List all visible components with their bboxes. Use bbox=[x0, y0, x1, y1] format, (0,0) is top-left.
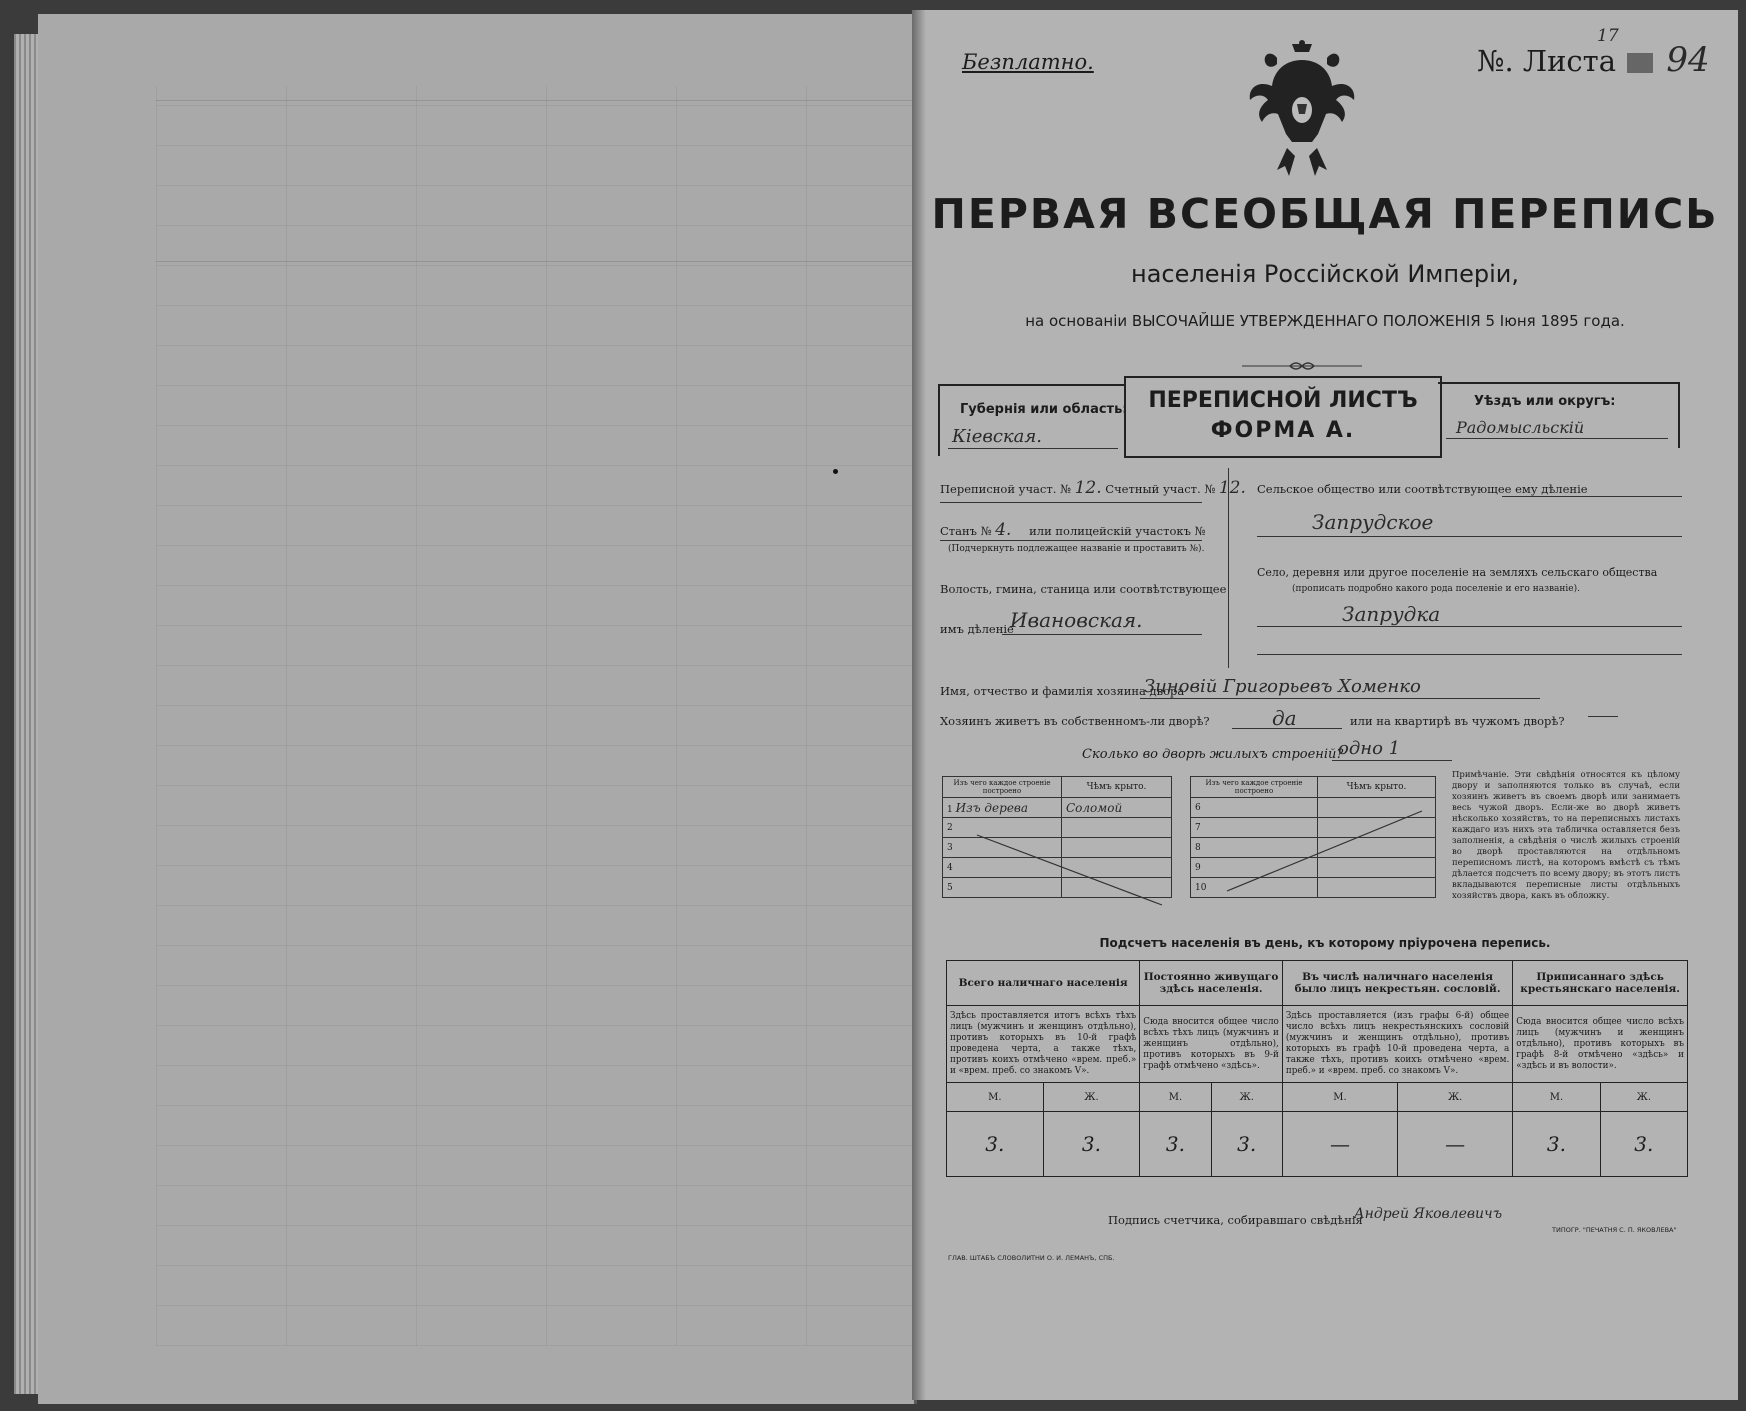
count-section-label: Счетный участ. № bbox=[1105, 482, 1216, 496]
col-permanent-header: Постоянно живущаго здѣсь населенія. bbox=[1140, 961, 1283, 1006]
col-permanent-desc: Сюда вносится общее число всѣхъ тѣхъ лицъ (мужчинъ и женщинъ отдѣльно), противъ которыхъ въ 9-й графѣ отмѣчено «здѣсь». bbox=[1140, 1006, 1283, 1083]
count-section-title: Подсчетъ населенія въ день, къ которому пріурочена перепись. bbox=[1099, 936, 1551, 950]
material-col-header-2: Изъ чего каждое строеніе построено bbox=[1191, 777, 1318, 798]
form-title-line1: ПЕРЕПИСНОЙ ЛИСТЪ bbox=[1148, 388, 1418, 413]
building-material: Изъ дерева bbox=[955, 800, 1029, 815]
col-total-present-header: Всего наличнаго населенія bbox=[947, 961, 1140, 1006]
col-peasant-desc: Сюда вносится общее число всѣхъ лицъ (мужчинъ и женщинъ отдѣльно), противъ которыхъ въ графѣ 8-й отмѣчено «здѣсь» и «здѣсь и въ волости». bbox=[1513, 1006, 1688, 1083]
row-number: 6 bbox=[1191, 798, 1318, 818]
gubernia-underline bbox=[948, 448, 1118, 449]
buildings-underline bbox=[1332, 760, 1452, 761]
bleed-through-header bbox=[156, 100, 916, 262]
ornament-divider bbox=[1242, 360, 1362, 372]
ink-dot bbox=[833, 469, 838, 474]
society-label: Сельское общество или соотвѣтствующее ему дѣленіе bbox=[1257, 482, 1588, 496]
row-number: 5 bbox=[943, 878, 1062, 898]
village-label: Село, деревня или другое поселеніе на земляхъ сельскаго общества bbox=[1257, 566, 1658, 579]
own-house-underline bbox=[1232, 728, 1342, 729]
gubernia-box bbox=[938, 384, 1126, 456]
rent-label: или на квартирѣ въ чужомъ дворѣ? bbox=[1350, 714, 1565, 728]
stan-label: Станъ № bbox=[940, 524, 992, 538]
village-note: (прописать подробно какого рода поселеніе и его названіе). bbox=[1292, 584, 1580, 594]
row-number: 9 bbox=[1191, 858, 1318, 878]
bleed-through-grid bbox=[156, 86, 916, 1346]
row-number: 3 bbox=[943, 838, 1062, 858]
uezd-value: Радомысльскій bbox=[1456, 418, 1585, 437]
signature-label: Подпись счетчика, собиравшаго свѣдѣнія bbox=[1108, 1213, 1363, 1227]
left-table-strike-line bbox=[972, 830, 1172, 910]
roof-col-header: Чѣмъ крыто. bbox=[1062, 777, 1172, 798]
stan-value: 4. bbox=[995, 520, 1012, 540]
page-edges bbox=[14, 34, 38, 1394]
form-type-box bbox=[1124, 376, 1442, 458]
material-col-header: Изъ чего каждое строеніе построено bbox=[943, 777, 1062, 798]
village-value: Запрудка bbox=[1342, 602, 1441, 626]
left-page bbox=[38, 14, 917, 1404]
buildings-label: Сколько во дворѣ жилыхъ строеній? bbox=[1082, 747, 1344, 762]
police-station-label: или полицейскій участокъ № bbox=[1029, 524, 1206, 538]
own-house-label: Хозяинъ живетъ въ собственномъ-ли дворѣ? bbox=[940, 714, 1210, 728]
printer-right: ТИПОГР. "ПЕЧАТНЯ С. П. ЯКОВЛЕВА" bbox=[1552, 1226, 1677, 1234]
census-section-field bbox=[940, 478, 1246, 498]
male-label: М. bbox=[1513, 1083, 1600, 1112]
building-roof: Соломой bbox=[1066, 800, 1123, 815]
male-label: М. bbox=[947, 1083, 1044, 1112]
field-divider bbox=[1228, 468, 1229, 668]
total-present-female: 3. bbox=[1043, 1112, 1140, 1177]
table-row bbox=[943, 798, 1172, 818]
non-peasant-male: — bbox=[1282, 1112, 1397, 1177]
buildings-note: Примѣчаніе. Эти свѣдѣнія относятся къ цѣлому двору и заполняются только въ случаѣ, если хозяинъ живетъ въ своемъ дворѣ или занимаетъ весь чужой дворъ. Если-же во дворѣ живетъ нѣсколько хозяйствъ, то на переписныхъ листахъ каждаго изъ нихъ эта табличка оставляется безъ заполненія, а свѣдѣнія о числѣ жилыхъ строеній во дворѣ проставляются на отдѣльномъ переписномъ листѣ, на которомъ вмѣстѣ съ тѣмъ дѣлается подсчетъ по всему двору; въ этотъ листъ вкладываются переписные листы отдѣльныхъ хозяйствъ двора, какъ въ обложку. bbox=[1452, 770, 1680, 901]
female-label: Ж. bbox=[1211, 1083, 1282, 1112]
society-value: Запрудское bbox=[1312, 510, 1434, 534]
female-label: Ж. bbox=[1043, 1083, 1140, 1112]
gubernia-label: Губернія или область: bbox=[960, 402, 1128, 417]
society-label-line bbox=[1502, 496, 1682, 497]
col-total-present-desc: Здѣсь проставляется итогъ всѣхъ тѣхъ лицъ (мужчинъ и женщинъ отдѣльно), противъ которыхъ въ 10-й графѣ проведена черта, а также тѣхъ, противъ коихъ отмѣчено «врем. преб.» и «врем. преб. со знакомъ V». bbox=[947, 1006, 1140, 1083]
owner-value: Зиновій Григорьевъ Хоменко bbox=[1144, 676, 1421, 697]
row-number: 8 bbox=[1191, 838, 1318, 858]
stan-field bbox=[940, 520, 1205, 540]
col-peasant-header: Приписаннаго здѣсь крестьянскаго населенія. bbox=[1513, 961, 1688, 1006]
col-non-peasant-header: Въ числѣ наличнаго населенія было лицъ некрестьян. сословій. bbox=[1282, 961, 1512, 1006]
volost-underline bbox=[1002, 634, 1202, 635]
row-number: 2 bbox=[943, 818, 1062, 838]
col-non-peasant-desc: Здѣсь проставляется (изъ графы 6-й) общее число всѣхъ лицъ некрестьянскихъ сословій (мужчинъ и женщинъ отдѣльно), противъ которыхъ въ графѣ 10-й проведена черта, а также тѣхъ, противъ коихъ отмѣчено «врем. преб.» и «врем. преб. со знакомъ V». bbox=[1282, 1006, 1512, 1083]
form-header-box bbox=[938, 376, 1678, 456]
gubernia-value: Кіевская. bbox=[952, 426, 1043, 447]
buildings-value: одно 1 bbox=[1338, 738, 1401, 759]
uezd-underline bbox=[1446, 438, 1668, 439]
printer-left: ГЛАВ. ШТАБЪ СЛОВОЛИТНИ О. И. ЛЕМАНЪ, СПБ. bbox=[948, 1254, 1115, 1262]
roof-col-header-2: Чѣмъ крыто. bbox=[1318, 777, 1436, 798]
stan-underline bbox=[940, 540, 1202, 541]
non-peasant-female: — bbox=[1398, 1112, 1513, 1177]
volost-label-2: имъ дѣленіе bbox=[940, 622, 1014, 636]
population-count-table bbox=[946, 960, 1688, 1177]
village-underline-2 bbox=[1257, 654, 1682, 655]
form-title-line2: ФОРМА А. bbox=[1210, 418, 1356, 443]
signature-value: Андрей Яковлевичъ bbox=[1354, 1206, 1503, 1222]
census-section-underline bbox=[940, 502, 1202, 503]
sheet-number-label: №. Листа bbox=[1477, 44, 1616, 78]
legal-basis: на основаніи ВЫСОЧАЙШЕ УТВЕРЖДЕННАГО ПОЛОЖЕНІЯ 5 Іюня 1895 года. bbox=[1025, 312, 1625, 330]
permanent-female: 3. bbox=[1211, 1112, 1282, 1177]
uezd-label: Уѣздъ или округъ: bbox=[1474, 394, 1616, 409]
female-label: Ж. bbox=[1600, 1083, 1687, 1112]
count-section-value: 12. bbox=[1218, 478, 1246, 498]
own-house-value: да bbox=[1272, 706, 1297, 730]
stan-note: (Подчеркнуть подлежащее названіе и проставить №). bbox=[948, 544, 1205, 554]
uezd-box bbox=[1438, 382, 1680, 448]
male-label: М. bbox=[1140, 1083, 1211, 1112]
owner-label: Имя, отчество и фамилія хозяина двора bbox=[940, 684, 1185, 698]
permanent-male: 3. bbox=[1140, 1112, 1211, 1177]
sheet-number bbox=[1477, 26, 1710, 80]
row-number: 7 bbox=[1191, 818, 1318, 838]
volost-label: Волость, гмина, станица или соотвѣтствующее bbox=[940, 582, 1227, 596]
sheet-number-blot bbox=[1627, 53, 1653, 73]
imperial-eagle-emblem bbox=[1247, 40, 1357, 180]
census-form-page bbox=[912, 10, 1738, 1400]
peasant-female: 3. bbox=[1600, 1112, 1687, 1177]
female-label: Ж. bbox=[1398, 1083, 1513, 1112]
row-number: 10 bbox=[1191, 878, 1318, 898]
total-present-male: 3. bbox=[947, 1112, 1044, 1177]
right-table-strike-line bbox=[1222, 806, 1432, 896]
census-section-value: 12. bbox=[1074, 478, 1102, 498]
census-section-label: Переписной участ. № bbox=[940, 482, 1071, 496]
peasant-male: 3. bbox=[1513, 1112, 1600, 1177]
form-title: ПЕРВАЯ ВСЕОБЩАЯ ПЕРЕПИСЬ bbox=[931, 190, 1719, 238]
row-number: 4 bbox=[943, 858, 1062, 878]
sheet-number-stamp: 94 bbox=[1666, 40, 1710, 80]
sheet-number-handwritten: 17 bbox=[1597, 26, 1619, 46]
owner-underline bbox=[1140, 698, 1540, 699]
rent-dash bbox=[1588, 716, 1618, 717]
village-underline bbox=[1257, 626, 1682, 627]
form-subtitle: населенія Россійской Имперіи, bbox=[1131, 260, 1519, 288]
volost-value: Ивановская. bbox=[1010, 608, 1143, 632]
society-underline bbox=[1257, 536, 1682, 537]
row-number: 1 bbox=[947, 804, 953, 815]
male-label: М. bbox=[1282, 1083, 1397, 1112]
free-label: Безплатно. bbox=[962, 50, 1094, 74]
